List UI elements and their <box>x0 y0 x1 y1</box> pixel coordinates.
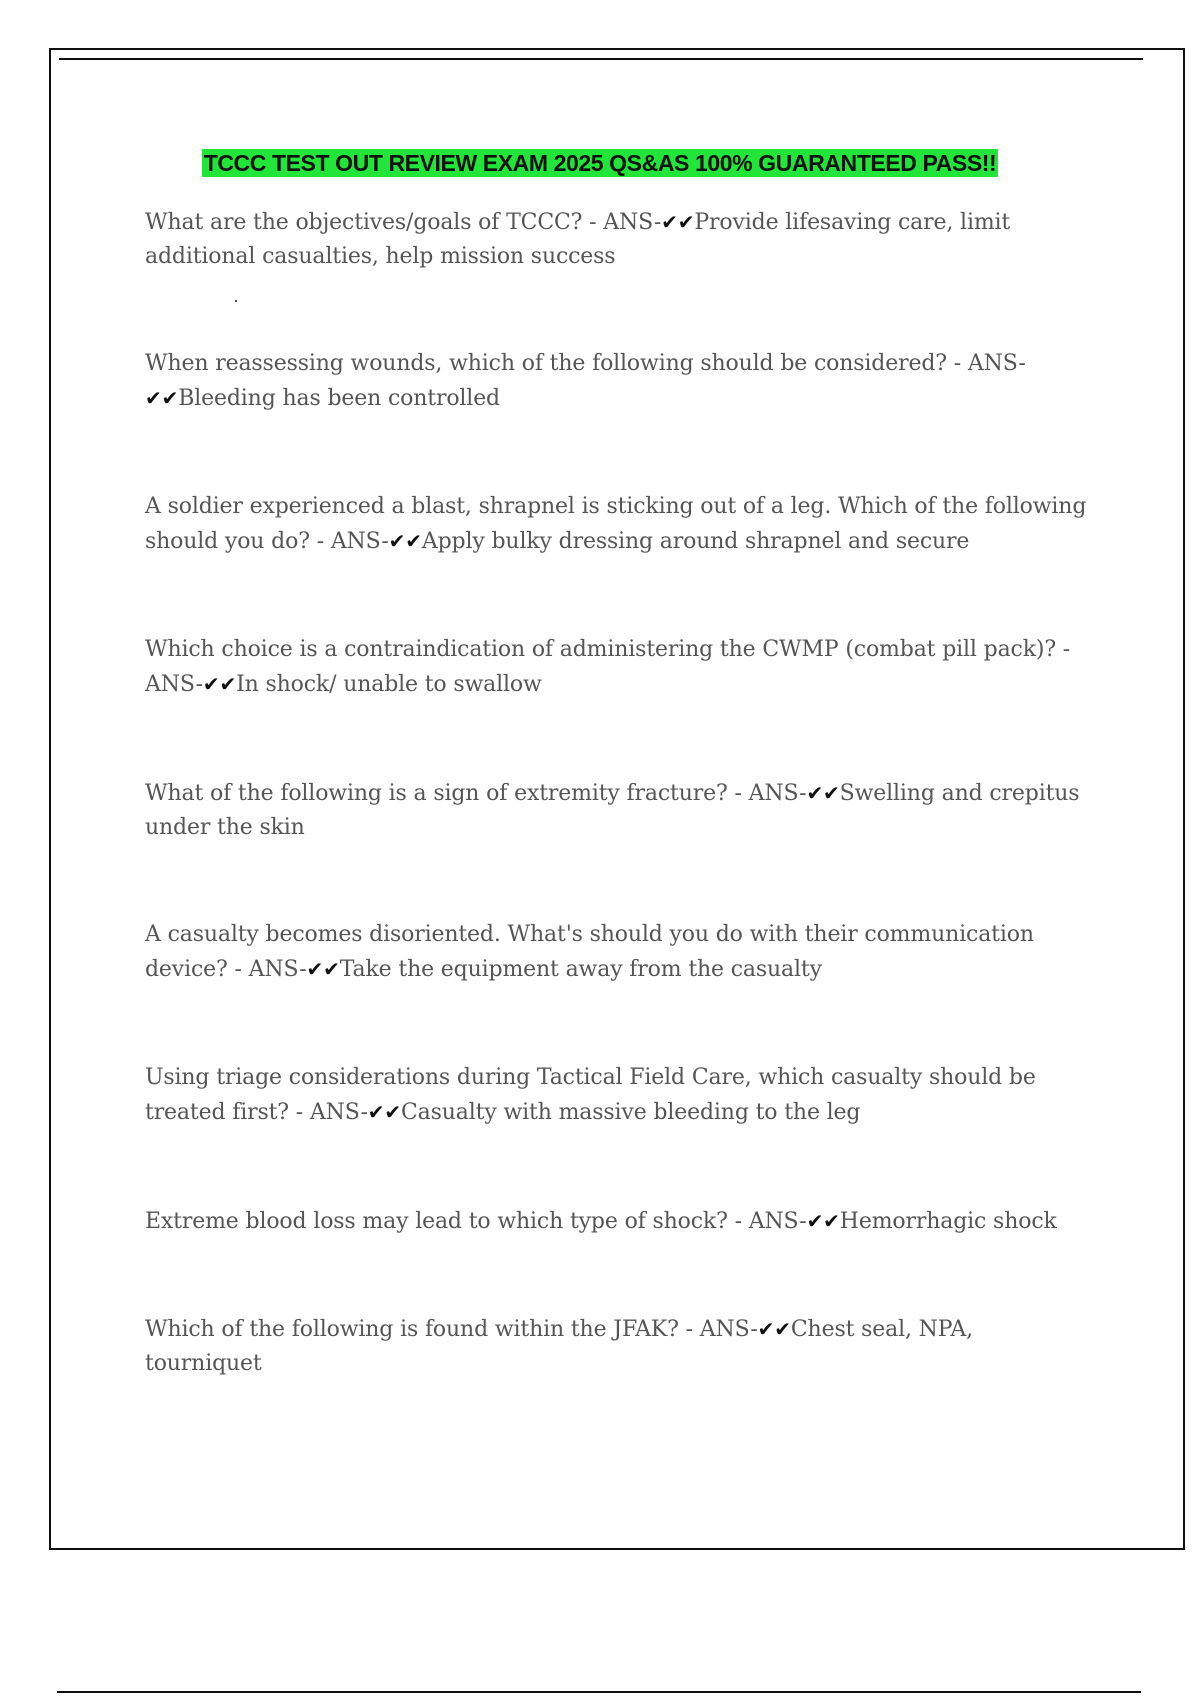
question-text: Which of the following is found within the JFAK? - ANS- <box>145 1317 758 1342</box>
check-icon: ✔✔ <box>806 1209 840 1233</box>
qa-item <box>145 205 1090 274</box>
question-text: A soldier experienced a blast, shrapnel is sticking out of a leg. Which of the following should you do? - ANS- <box>145 494 1087 554</box>
qa-item <box>145 1204 1090 1239</box>
qa-item <box>145 918 1090 987</box>
check-icon: ✔✔ <box>806 781 840 805</box>
check-icon: ✔✔ <box>145 386 179 410</box>
check-icon: ✔✔ <box>306 957 340 981</box>
title-container <box>0 149 1200 177</box>
answer-text: Casualty with massive bleeding to the leg <box>401 1100 861 1125</box>
answer-text: Bleeding has been controlled <box>178 386 500 411</box>
answer-text: Swelling and crepitus under the skin <box>145 781 1080 840</box>
check-icon: ✔✔ <box>367 1100 401 1124</box>
question-text: A casualty becomes disoriented. What's should you do with their communication device? - ANS- <box>145 922 1034 982</box>
document-title: TCCC TEST OUT REVIEW EXAM 2025 QS&AS 100% GUARANTEED PASS!! <box>203 150 997 176</box>
header-rule <box>59 58 1143 60</box>
qa-item <box>145 776 1090 845</box>
qa-item <box>145 490 1090 559</box>
question-text: Using triage considerations during Tactical Field Care, which casualty should be treated first? - ANS- <box>145 1065 1036 1125</box>
answer-text: Provide lifesaving care, limit additional casualties, help mission success <box>145 210 1011 269</box>
qa-item <box>145 1061 1090 1130</box>
qa-item <box>145 347 1090 416</box>
question-text: What of the following is a sign of extremity fracture? - ANS- <box>145 781 807 806</box>
question-text: What are the objectives/goals of TCCC? - ANS- <box>145 210 662 235</box>
check-icon: ✔✔ <box>757 1317 791 1341</box>
answer-text: Hemorrhagic shock <box>839 1209 1057 1234</box>
answer-text: In shock/ unable to swallow <box>236 672 542 697</box>
question-text: Which choice is a contraindication of administering the CWMP (combat pill pack)? - ANS- <box>145 637 1071 697</box>
qa-item <box>145 1312 1090 1381</box>
answer-text: Take the equipment away from the casualty <box>339 957 822 982</box>
check-icon: ✔✔ <box>388 529 422 553</box>
footer-rule <box>57 1691 1141 1693</box>
answer-text: Apply bulky dressing around shrapnel and secure <box>421 529 970 554</box>
answer-text: Chest seal, NPA, tourniquet <box>145 1317 973 1376</box>
stray-dot <box>235 300 237 302</box>
check-icon: ✔✔ <box>202 672 237 696</box>
question-text: When reassessing wounds, which of the following should be considered? - ANS- <box>145 351 1026 376</box>
question-text: Extreme blood loss may lead to which type of shock? - ANS- <box>145 1209 807 1234</box>
qa-item <box>145 633 1090 702</box>
check-icon: ✔✔ <box>661 210 695 234</box>
